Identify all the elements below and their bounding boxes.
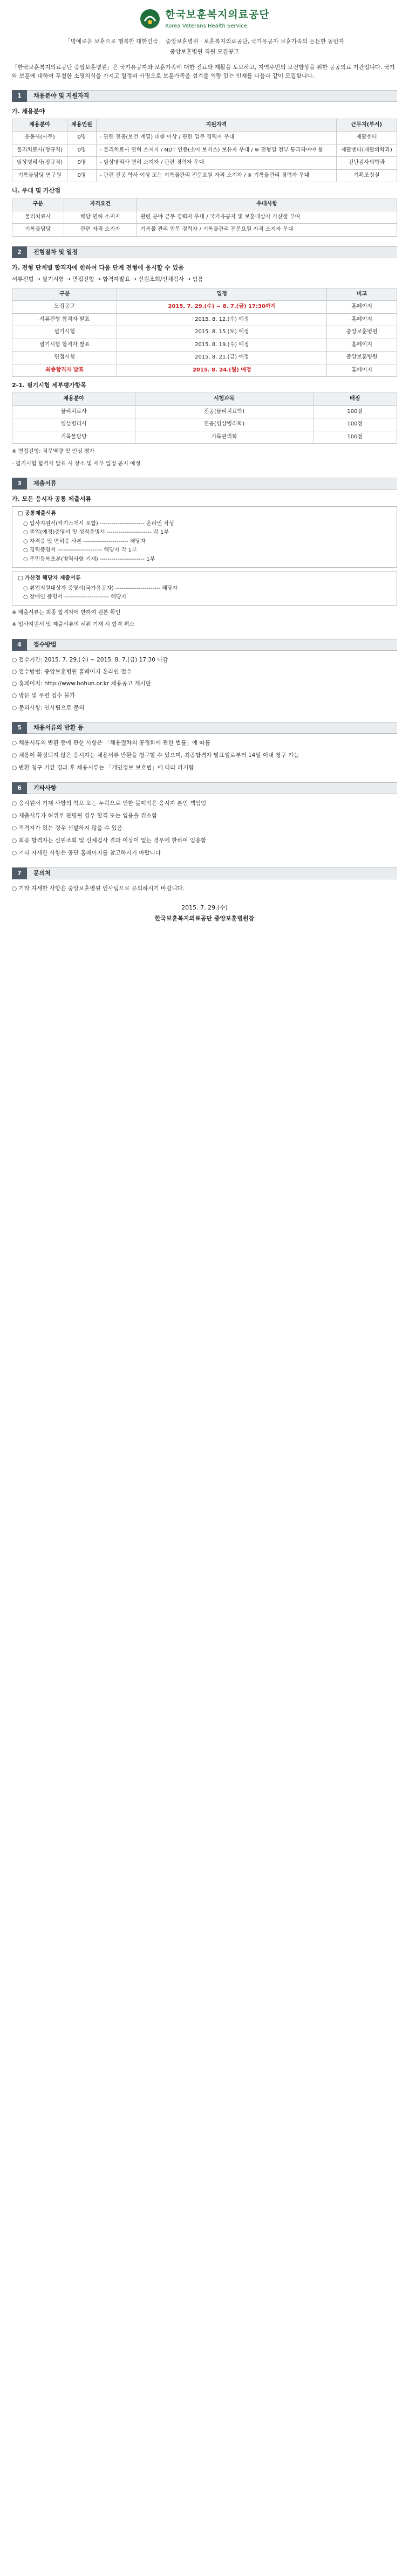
section-title: 채용분야 및 지원자격 [33,92,90,99]
table-row [12,132,397,144]
table-cell: 관련 자격 소지자 [64,224,137,237]
section-header-6 [12,782,397,794]
table-cell: 운동사(사무) [12,132,67,144]
table-cell: 2015. 8. 21.(금) 예정 [117,352,327,364]
table-row [12,224,397,237]
section-header-5 [12,722,397,734]
table-cell: 임상병리사 [12,418,135,431]
section-number: 6 [12,782,27,794]
table-cell: 재활센터(재활의학과) [336,144,397,157]
note: - 필기시험 합격자 발표 시 장소 및 세부 일정 공지 예정 [12,460,141,467]
recruitment-notice-page [0,0,409,939]
table-header: 구분 [12,198,64,211]
note: ※ 제출서류는 최종 합격자에 한하여 원본 확인 [12,609,121,616]
recruit-field-table [12,119,397,183]
paragraph: ○ 기타 자세한 사항은 공단 홈페이지를 참고하시기 바랍니다 [12,850,161,857]
logo [12,8,397,30]
table-cell: 서류전형 합격자 발표 [12,313,117,326]
box-title: □ 공통제출서류 [18,511,56,517]
table-cell: 전공(임상병리학) [135,418,313,431]
table-cell: 해당 면허 소지자 [64,211,137,224]
table-cell: - 물리치료사 면허 소지자 / NDT 인증(소아 보바스) 보유자 우대 / ※ 전형별 전부 통과하여야 함 [96,144,336,157]
logo-text-en: Korea Veterans Health Service [165,23,247,29]
table-row [12,313,397,326]
section-number: 3 [12,478,27,490]
table-row [12,418,397,431]
box-line: ○ 주민등록초본(병역사항 기재) ----------------------- 1부 [23,556,155,562]
section-title: 전형절차 및 일정 [33,248,78,256]
table-cell: 기록물 관리 업무 경력자 / 기록물관리 전문요원 자격 소지자 우대 [137,224,397,237]
logo-mark-icon [139,8,161,30]
footer-org: 한국보훈복지의료공단 중앙보훈병원장 [154,914,255,922]
table-cell: 재활센터 [336,132,397,144]
table-cell: 2015. 8. 19.(수) 예정 [117,339,327,352]
table-header: 배점 [313,393,397,406]
subsection-title: 나. 우대 및 가산점 [12,187,61,195]
table-cell: 홈페이지 [327,364,397,377]
table-header: 일정 [117,288,327,301]
list-item: ○ 접수기간: 2015. 7. 29.(수) ~ 2015. 8. 7.(금) 17:30 마감 [12,656,168,663]
logo-text-ko: 한국보훈복지의료공단 [165,9,270,20]
table-header: 구분 [12,288,117,301]
paragraph: ○ 최종 합격자는 신원조회 및 신체검사 결과 이상이 없는 경우에 한하여 임용함 [12,837,207,844]
table-header: 우대사항 [137,198,397,211]
table-cell: 100점 [313,431,397,444]
table-cell: 홈페이지 [327,301,397,314]
table-cell: 기록물담당 [12,224,64,237]
table-header: 자격요건 [64,198,137,211]
section-title: 접수방법 [33,640,57,648]
subsection-title: 가. 채용분야 [12,107,45,115]
footer-date: 2015. 7. 29.(수) [181,904,228,911]
table-row [12,169,397,182]
section-number: 7 [12,867,27,879]
table-cell: 관련 분야 근무 경력자 우대 / 국가유공자 및 보훈대상자 가산점 부여 [137,211,397,224]
table-row [12,405,397,418]
preference-table [12,198,397,237]
table-cell: 0명 [67,144,97,157]
table-cell: 최종합격자 발표 [12,364,117,377]
table-row [12,326,397,339]
intro-line: 「명예로운 보훈으로 행복한 대한민국」 중앙보훈병원 · 보훈복지의료공단, 국가유공자 보훈가족의 든든한 동반자 [65,38,344,45]
subsection-title: 2-1. 필기시험 세부평가항목 [12,382,86,389]
paragraph: ○ 채용서류의 반환 등에 관한 사항은 「채용절차의 공정화에 관한 법률」에 따름 [12,739,210,746]
table-header: 채용분야 [12,393,135,406]
section-header-7 [12,867,397,879]
list-item: ○ 접수방법: 중앙보훈병원 홈페이지 온라인 접수 [12,669,132,676]
note: ※ 면접전형: 직무역량 및 인성 평가 [12,449,95,455]
document-box [12,571,397,606]
section-header-1 [12,90,397,102]
table-cell: 기획조정실 [336,169,397,182]
list-item: ○ 방문 및 우편 접수 불가 [12,692,76,699]
table-header: 채용인원 [67,119,97,132]
section-title: 문의처 [33,869,51,877]
table-row [12,157,397,170]
table-cell: 2015. 8. 15.(토) 예정 [117,326,327,339]
box-line: ○ 졸업(예정)증명서 및 성적증명서 ----------------------- 각 1부 [23,529,169,536]
section-number: 4 [12,639,27,651]
notice-title: 중앙보훈병원 직원 모집공고 [169,49,240,56]
selection-flow: 서류전형 → 필기시험 → 면접전형 → 합격자발표 → 신원조회/신체검사 → 임용 [12,275,203,283]
box-title: □ 가산점 해당자 제출서류 [18,575,81,582]
section-header-2 [12,246,397,258]
table-cell: 진단검사의학과 [336,157,397,170]
section-title: 기타사항 [33,784,57,791]
table-cell: - 임상병리사 면허 소지자 / 관련 경력자 우대 [96,157,336,170]
table-cell: 홈페이지 [327,313,397,326]
table-cell: - 관련 전공(보건 계열) 대졸 이상 / 관련 업무 경력자 우대 [96,132,336,144]
section-number: 5 [12,722,27,734]
paragraph: ○ 응시원서 기재 사항의 착오 또는 누락으로 인한 불이익은 응시자 본인 책임임 [12,800,207,807]
table-cell: 면접시험 [12,352,117,364]
table-cell: 2015. 8. 24.(월) 예정 [117,364,327,377]
table-header: 지원자격 [96,119,336,132]
table-header: 근무지(부서) [336,119,397,132]
table-header: 비고 [327,288,397,301]
table-cell: 중앙보훈병원 [327,352,397,364]
intro-paragraph: 「한국보훈복지의료공단 중앙보훈병원」은 국가유공자와 보훈가족에 대한 진료와 재활을 도모하고, 지역주민의 보건향상을 위한 공공의료 기관입니다. 국가와 보훈에 대하여 투철한 소명의식을 가지고 열정과 사명으로 보훈가족을 섬겨줄 역량 있는 인재를 다음과 같이 모집합니다. [12,64,396,79]
paragraph: ○ 적격자가 없는 경우 선발하지 않을 수 있음 [12,825,122,832]
section-number: 1 [12,90,27,102]
box-line: ○ 자격증 및 면허증 사본 ----------------------- 해당자 [23,538,146,545]
schedule-table [12,288,397,377]
table-cell: 임상병리사(정규직) [12,157,67,170]
table-cell: 기록물담당 연구원 [12,169,67,182]
section-title: 채용서류의 반환 등 [33,724,84,731]
table-cell: 중앙보훈병원 [327,326,397,339]
note: ※ 입사지원서 및 제출서류의 허위 기재 시 합격 취소 [12,622,135,628]
apply-link[interactable]: ○ 홈페이지: http://www.bohun.or.kr 채용공고 게시판 [12,680,151,687]
table-cell: 100점 [313,418,397,431]
box-line: ○ 입사지원서(자기소개서 포함) ----------------------- 온라인 작성 [23,520,174,527]
table-cell: 홈페이지 [327,339,397,352]
table-cell: 물리치료사(정규직) [12,144,67,157]
subsection-title: 가. 모든 응시자 공통 제출서류 [12,495,92,503]
table-cell: 0명 [67,157,97,170]
section-header-4 [12,639,397,651]
table-row [12,431,397,444]
table-row [12,301,397,314]
box-line: ○ 장애인 증명서 ----------------------- 해당자 [23,594,127,601]
paragraph: ○ 제출서류가 허위로 판명될 경우 합격 또는 임용을 취소함 [12,812,158,819]
table-cell: 물리치료사 [12,405,135,418]
table-cell: 2015. 8. 12.(수) 예정 [117,313,327,326]
table-cell: 100점 [313,405,397,418]
table-row [12,364,397,377]
table-header: 시험과목 [135,393,313,406]
section-number: 2 [12,246,27,258]
section-header-3 [12,478,397,490]
exam-subject-table [12,392,397,444]
list-item: ○ 문의사항: 인사팀으로 문의 [12,704,85,711]
document-box [12,506,397,568]
table-cell: 필기시험 [12,326,117,339]
paragraph: ○ 기타 자세한 사항은 중앙보훈병원 인사팀으로 문의하시기 바랍니다. [12,885,185,892]
subsection-title: 가. 전형 단계별 합격자에 한하여 다음 단계 전형에 응시할 수 있음 [12,264,184,271]
table-cell: 모집공고 [12,301,117,314]
table-row [12,339,397,352]
paragraph: ○ 반환 청구 기간 경과 후 채용서류는 「개인정보 보호법」에 따라 파기함 [12,764,194,772]
table-cell: 2015. 7. 29.(수) ~ 8. 7.(금) 17:30까지 [117,301,327,314]
table-row [12,352,397,364]
table-cell: 0명 [67,132,97,144]
table-cell: 0명 [67,169,97,182]
table-cell: 전공(물리치료학) [135,405,313,418]
section-title: 제출서류 [33,480,57,487]
table-cell: 기록관리학 [135,431,313,444]
box-line: ○ 경력증명서 ----------------------- 해당자 각 1부 [23,547,137,554]
paragraph: ○ 채용이 확정되지 않은 응시자는 채용서류 반환을 청구할 수 있으며, 최종합격자 발표일로부터 14일 이내 청구 가능 [12,752,299,759]
table-header: 채용분야 [12,119,67,132]
table-cell: - 관련 전공 학사 이상 또는 기록물관리 전문요원 자격 소지자 / ※ 기록물관리 경력자 우대 [96,169,336,182]
table-row [12,144,397,157]
table-cell: 기록물담당 [12,431,135,444]
table-cell: 물리치료사 [12,211,64,224]
table-cell: 필기시험 합격자 발표 [12,339,117,352]
box-line: ○ 취업지원대상자 증명서(국가유공자) ----------------------- 해당자 [23,585,178,591]
table-row [12,211,397,224]
